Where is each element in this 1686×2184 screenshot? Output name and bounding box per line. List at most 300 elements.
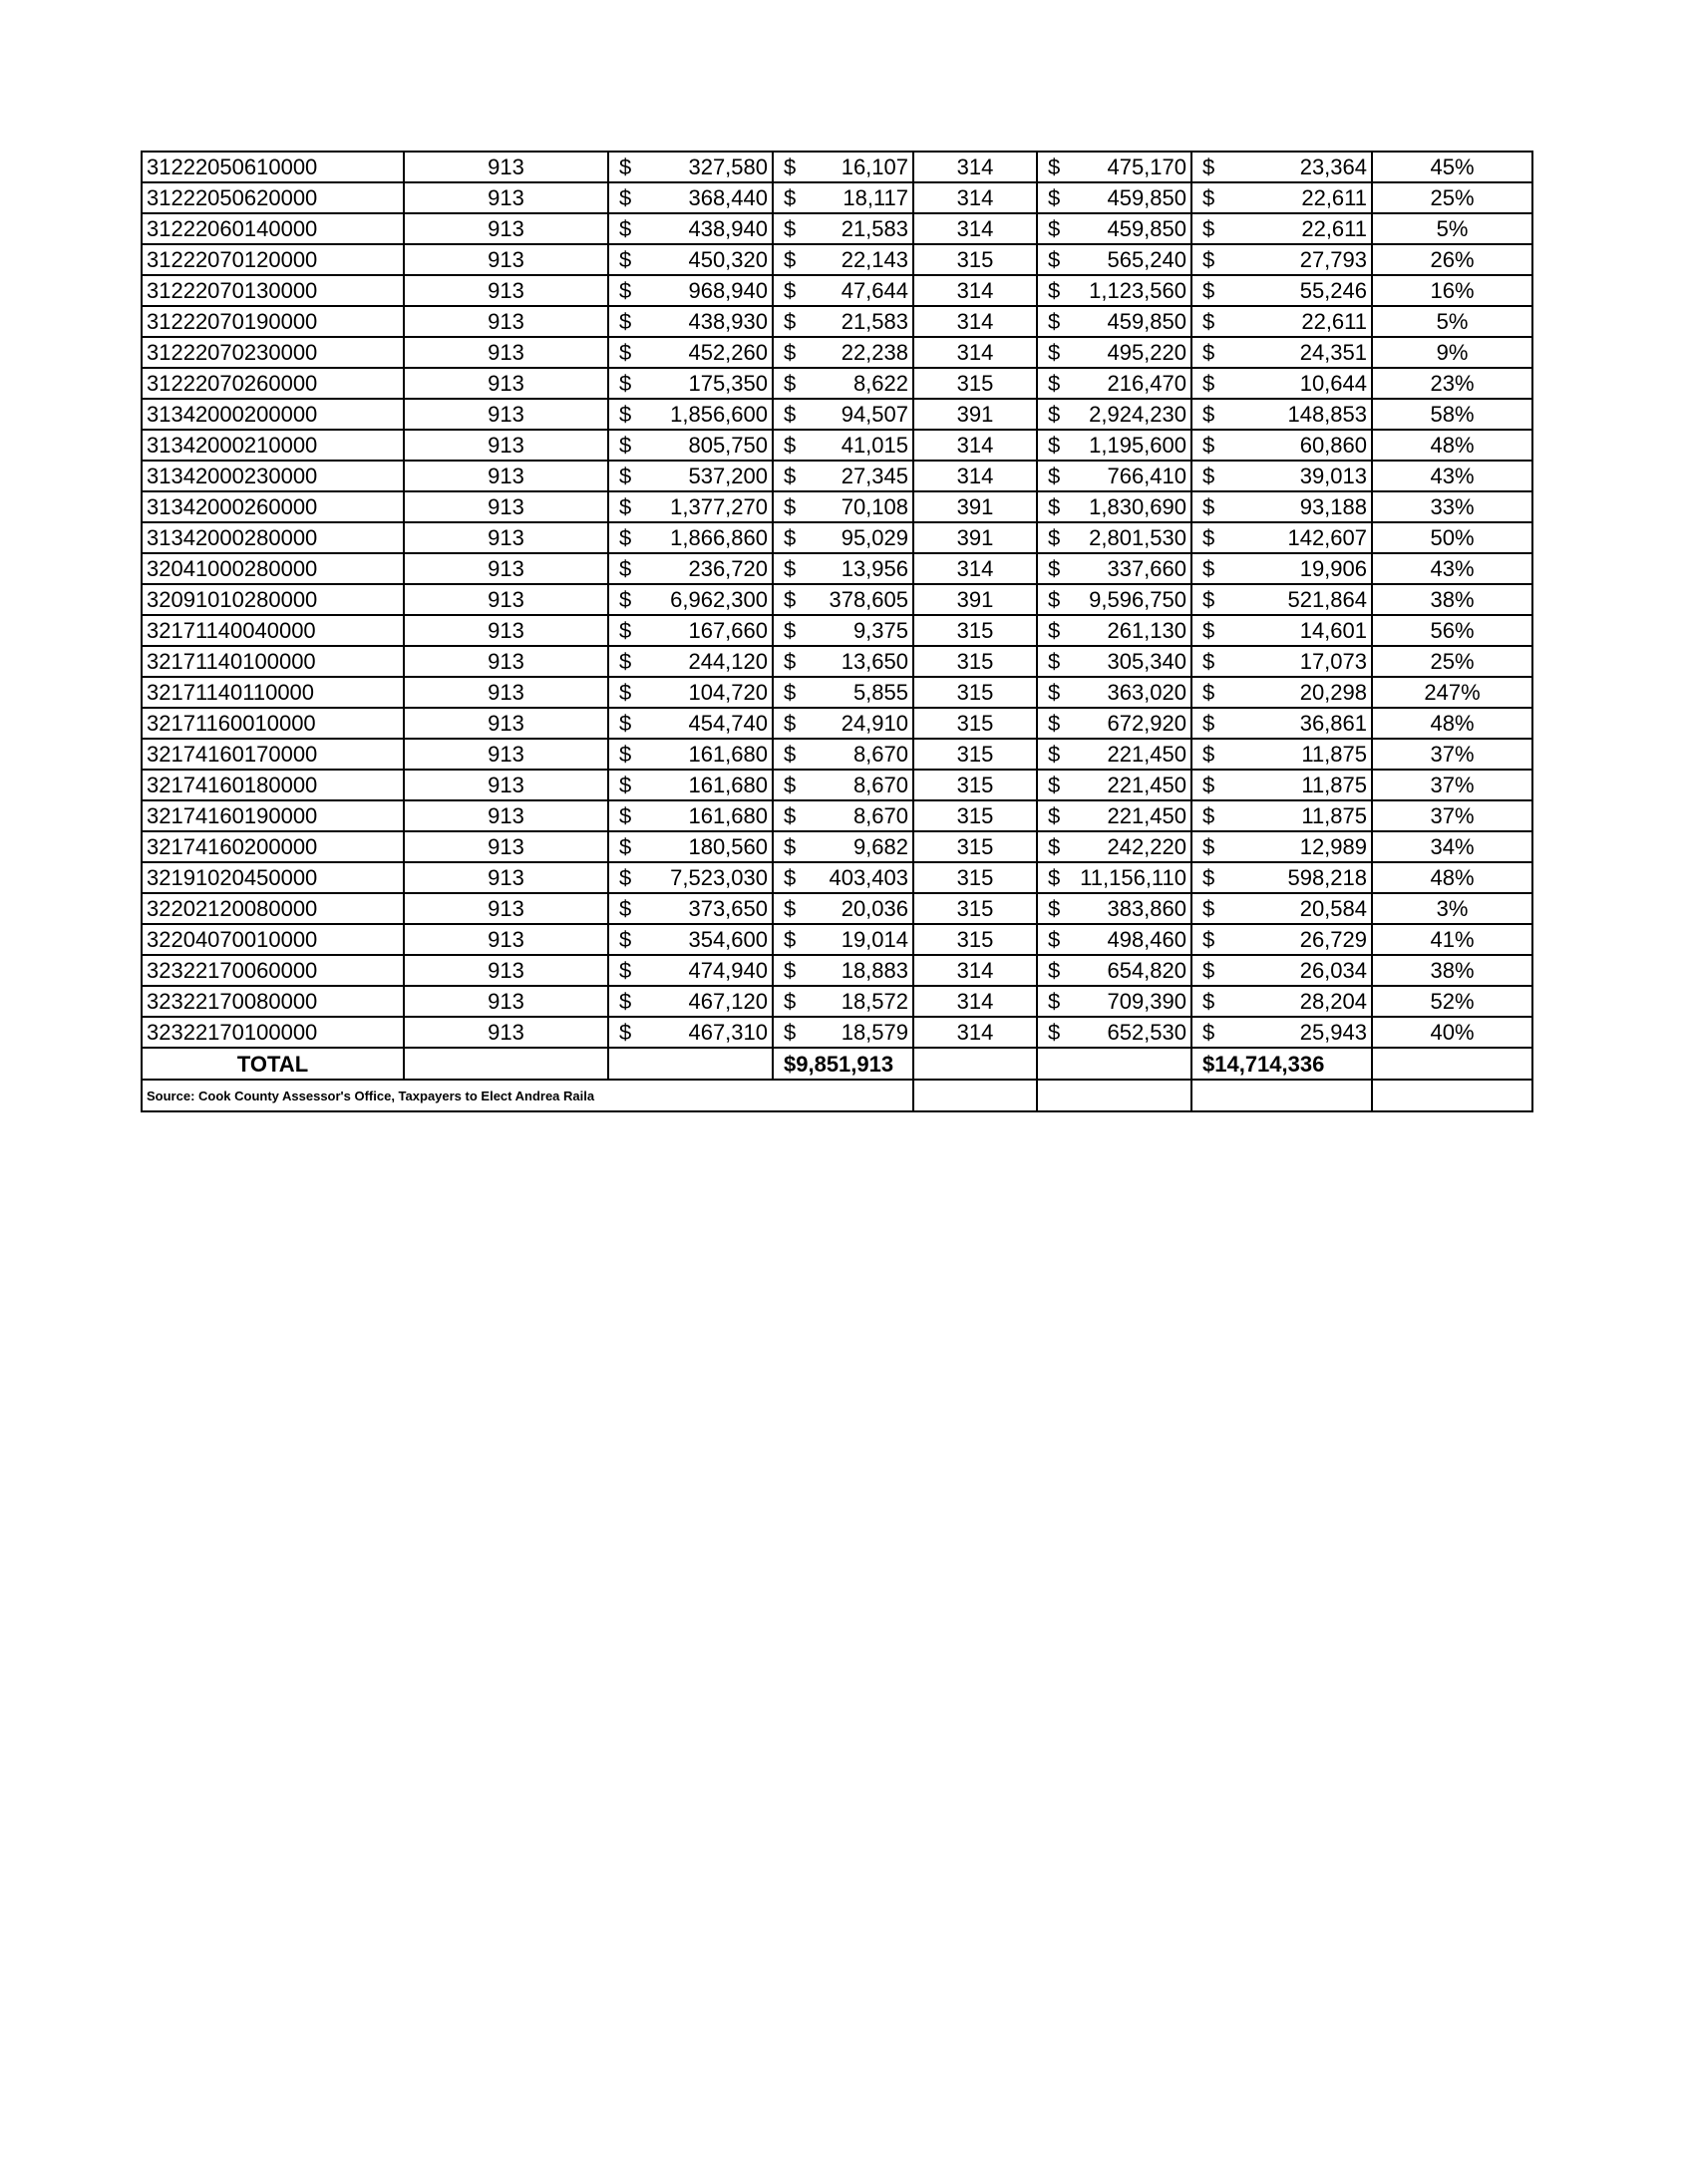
new-tax-cell-value: 17,073 — [1299, 649, 1367, 674]
dollar-sign: $ — [1048, 865, 1061, 890]
pin-cell: 31342000210000 — [142, 430, 404, 461]
new-assessed-value-cell-value: 216,470 — [1107, 371, 1186, 396]
pin-cell: 32174160170000 — [142, 739, 404, 770]
new-class-code-cell: 315 — [913, 646, 1037, 677]
new-tax-cell-value: 11,875 — [1301, 773, 1367, 797]
assessed-value-cell-value: 452,260 — [688, 340, 768, 365]
dollar-sign: $ — [784, 711, 797, 736]
assessed-value-cell — [608, 584, 773, 615]
table-row — [142, 800, 1532, 831]
new-assessed-value-cell-value: 221,450 — [1107, 773, 1186, 797]
new-class-code-cell: 391 — [913, 399, 1037, 430]
new-assessed-value-cell — [1037, 677, 1191, 708]
class-code-cell: 913 — [404, 461, 608, 491]
new-tax-cell — [1191, 213, 1372, 244]
new-tax-cell-value: 11,875 — [1301, 742, 1367, 767]
dollar-sign: $ — [1048, 278, 1061, 303]
assessed-value-cell — [608, 1017, 773, 1048]
new-assessed-value-cell-value: 652,530 — [1107, 1020, 1186, 1045]
dollar-sign: $ — [1202, 309, 1215, 334]
new-tax-cell — [1191, 708, 1372, 739]
assessed-value-cell-value: 537,200 — [688, 464, 768, 488]
tax-cell — [773, 646, 913, 677]
tax-cell-value: 16,107 — [841, 155, 908, 179]
assessed-value-cell-value: 161,680 — [688, 742, 768, 767]
percent-change-cell: 48% — [1372, 862, 1532, 893]
new-tax-cell — [1191, 553, 1372, 584]
dollar-sign: $ — [1202, 464, 1215, 488]
class-code-cell: 913 — [404, 1017, 608, 1048]
tax-cell — [773, 522, 913, 553]
class-code-cell: 913 — [404, 337, 608, 368]
empty-cell — [404, 1048, 608, 1080]
tax-cell — [773, 182, 913, 213]
new-assessed-value-cell-value: 305,340 — [1107, 649, 1186, 674]
assessed-value-cell — [608, 955, 773, 986]
dollar-sign: $ — [784, 185, 797, 210]
new-assessed-value-cell — [1037, 461, 1191, 491]
new-tax-cell — [1191, 677, 1372, 708]
new-tax-cell-value: 11,875 — [1301, 803, 1367, 828]
percent-change-cell: 48% — [1372, 708, 1532, 739]
assessed-value-cell-value: 236,720 — [688, 556, 768, 581]
new-tax-cell — [1191, 244, 1372, 275]
new-class-code-cell: 315 — [913, 677, 1037, 708]
table-row — [142, 244, 1532, 275]
dollar-sign: $ — [784, 773, 797, 797]
assessed-value-cell — [608, 862, 773, 893]
class-code-cell: 913 — [404, 368, 608, 399]
assessed-value-cell-value: 450,320 — [688, 247, 768, 272]
assessed-value-cell-value: 1,377,270 — [670, 494, 768, 519]
dollar-sign: $ — [1048, 155, 1061, 179]
assessed-value-cell — [608, 646, 773, 677]
tax-cell — [773, 955, 913, 986]
tax-cell-value: 41,015 — [841, 433, 908, 458]
assessed-value-cell — [608, 213, 773, 244]
class-code-cell: 913 — [404, 182, 608, 213]
tax-cell-value: 8,670 — [852, 742, 908, 767]
new-tax-cell-value: 22,611 — [1301, 216, 1367, 241]
dollar-sign: $ — [1048, 309, 1061, 334]
tax-cell — [773, 430, 913, 461]
new-tax-cell-value: 598,218 — [1287, 865, 1367, 890]
pin-cell: 32174160190000 — [142, 800, 404, 831]
tax-cell-value: 19,014 — [841, 927, 908, 952]
dollar-sign: $ — [619, 742, 632, 767]
class-code-cell: 913 — [404, 491, 608, 522]
new-assessed-value-cell-value: 1,830,690 — [1089, 494, 1186, 519]
assessed-value-cell — [608, 831, 773, 862]
tax-cell-value: 94,507 — [841, 402, 908, 427]
class-code-cell: 913 — [404, 213, 608, 244]
dollar-sign: $ — [784, 865, 797, 890]
percent-change-cell: 23% — [1372, 368, 1532, 399]
percent-change-cell: 38% — [1372, 955, 1532, 986]
dollar-sign: $ — [619, 402, 632, 427]
dollar-sign: $ — [619, 433, 632, 458]
new-tax-cell-value: 22,611 — [1301, 185, 1367, 210]
assessed-value-cell-value: 6,962,300 — [670, 587, 768, 612]
new-tax-cell — [1191, 337, 1372, 368]
dollar-sign: $ — [784, 247, 797, 272]
table-row — [142, 522, 1532, 553]
empty-cell — [1372, 1048, 1532, 1080]
tax-cell-value: 9,375 — [852, 618, 908, 643]
dollar-sign: $ — [784, 556, 797, 581]
assessed-value-cell-value: 1,856,600 — [670, 402, 768, 427]
dollar-sign: $ — [619, 155, 632, 179]
tax-cell — [773, 213, 913, 244]
assessed-value-cell-value: 7,523,030 — [670, 865, 768, 890]
new-assessed-value-cell-value: 672,920 — [1107, 711, 1186, 736]
percent-change-cell: 247% — [1372, 677, 1532, 708]
dollar-sign: $ — [784, 927, 797, 952]
new-assessed-value-cell-value: 383,860 — [1107, 896, 1186, 921]
new-assessed-value-cell-value: 9,596,750 — [1089, 587, 1186, 612]
new-assessed-value-cell — [1037, 831, 1191, 862]
class-code-cell: 913 — [404, 152, 608, 182]
new-assessed-value-cell — [1037, 615, 1191, 646]
class-code-cell: 913 — [404, 244, 608, 275]
table-row — [142, 924, 1532, 955]
assessed-value-cell — [608, 152, 773, 182]
new-class-code-cell: 314 — [913, 1017, 1037, 1048]
new-assessed-value-cell — [1037, 491, 1191, 522]
assessed-value-cell-value: 368,440 — [688, 185, 768, 210]
new-tax-cell-value: 22,611 — [1301, 309, 1367, 334]
dollar-sign: $ — [784, 278, 797, 303]
new-class-code-cell: 315 — [913, 800, 1037, 831]
assessed-value-cell — [608, 677, 773, 708]
assessed-value-cell — [608, 491, 773, 522]
dollar-sign: $ — [619, 247, 632, 272]
dollar-sign: $ — [784, 464, 797, 488]
new-tax-cell-value: 27,793 — [1299, 247, 1367, 272]
tax-cell-value: 70,108 — [841, 494, 908, 519]
new-tax-cell — [1191, 893, 1372, 924]
dollar-sign: $ — [1202, 185, 1215, 210]
tax-cell — [773, 584, 913, 615]
percent-change-cell: 48% — [1372, 430, 1532, 461]
class-code-cell: 913 — [404, 955, 608, 986]
dollar-sign: $ — [1202, 618, 1215, 643]
dollar-sign: $ — [619, 618, 632, 643]
dollar-sign: $ — [784, 958, 797, 983]
dollar-sign: $ — [1048, 711, 1061, 736]
dollar-sign: $ — [619, 711, 632, 736]
dollar-sign: $ — [1202, 680, 1215, 705]
assessed-value-cell-value: 467,310 — [688, 1020, 768, 1045]
pin-cell: 31222050610000 — [142, 152, 404, 182]
table-row — [142, 368, 1532, 399]
dollar-sign: $ — [619, 958, 632, 983]
assessed-value-cell — [608, 615, 773, 646]
percent-change-cell: 25% — [1372, 646, 1532, 677]
new-class-code-cell: 315 — [913, 244, 1037, 275]
new-class-code-cell: 314 — [913, 182, 1037, 213]
new-class-code-cell: 315 — [913, 924, 1037, 955]
class-code-cell: 913 — [404, 615, 608, 646]
dollar-sign: $ — [1048, 989, 1061, 1014]
tax-cell — [773, 368, 913, 399]
new-tax-cell-value: 521,864 — [1287, 587, 1367, 612]
table-row — [142, 708, 1532, 739]
new-tax-cell — [1191, 739, 1372, 770]
new-tax-cell — [1191, 584, 1372, 615]
assessed-value-cell — [608, 522, 773, 553]
percent-change-cell: 52% — [1372, 986, 1532, 1017]
new-tax-cell — [1191, 924, 1372, 955]
pin-cell: 31222070230000 — [142, 337, 404, 368]
tax-cell-value: 403,403 — [829, 865, 908, 890]
dollar-sign: $ — [784, 587, 797, 612]
assessed-value-cell-value: 161,680 — [688, 803, 768, 828]
new-tax-cell — [1191, 399, 1372, 430]
percent-change-cell: 40% — [1372, 1017, 1532, 1048]
dollar-sign: $ — [1048, 433, 1061, 458]
assessed-value-cell — [608, 275, 773, 306]
new-assessed-value-cell — [1037, 553, 1191, 584]
percent-change-cell: 43% — [1372, 553, 1532, 584]
dollar-sign: $ — [619, 680, 632, 705]
tax-cell — [773, 244, 913, 275]
assessed-value-cell-value: 474,940 — [688, 958, 768, 983]
dollar-sign: $ — [619, 185, 632, 210]
dollar-sign: $ — [784, 433, 797, 458]
tax-cell — [773, 739, 913, 770]
new-assessed-value-cell-value: 261,130 — [1107, 618, 1186, 643]
percent-change-cell: 56% — [1372, 615, 1532, 646]
new-assessed-value-cell — [1037, 708, 1191, 739]
tax-cell-value: 22,143 — [841, 247, 908, 272]
pin-cell: 32041000280000 — [142, 553, 404, 584]
new-tax-cell-value: 25,943 — [1299, 1020, 1367, 1045]
assessed-value-cell — [608, 553, 773, 584]
new-assessed-value-cell-value: 363,020 — [1107, 680, 1186, 705]
class-code-cell: 913 — [404, 986, 608, 1017]
assessed-value-cell — [608, 337, 773, 368]
new-assessed-value-cell-value: 11,156,110 — [1080, 865, 1186, 890]
new-assessed-value-cell — [1037, 182, 1191, 213]
percent-change-cell: 3% — [1372, 893, 1532, 924]
dollar-sign: $ — [1202, 402, 1215, 427]
percent-change-cell: 5% — [1372, 213, 1532, 244]
new-assessed-value-cell — [1037, 986, 1191, 1017]
pin-cell: 31222060140000 — [142, 213, 404, 244]
dollar-sign: $ — [619, 896, 632, 921]
property-tax-table — [141, 151, 1533, 1112]
percent-change-cell: 25% — [1372, 182, 1532, 213]
dollar-sign: $ — [784, 155, 797, 179]
dollar-sign: $ — [1048, 402, 1061, 427]
tax-cell-value: 20,036 — [841, 896, 908, 921]
assessed-value-cell — [608, 399, 773, 430]
assessed-value-cell — [608, 770, 773, 800]
new-assessed-value-cell — [1037, 337, 1191, 368]
new-class-code-cell: 314 — [913, 430, 1037, 461]
dollar-sign: $ — [784, 340, 797, 365]
empty-cell — [608, 1048, 773, 1080]
new-class-code-cell: 314 — [913, 986, 1037, 1017]
new-class-code-cell: 314 — [913, 955, 1037, 986]
dollar-sign: $ — [619, 340, 632, 365]
dollar-sign: $ — [619, 556, 632, 581]
pin-cell: 32171140100000 — [142, 646, 404, 677]
table-row — [142, 986, 1532, 1017]
assessed-value-cell — [608, 986, 773, 1017]
dollar-sign: $ — [619, 525, 632, 550]
dollar-sign: $ — [1202, 927, 1215, 952]
dollar-sign: $ — [1202, 989, 1215, 1014]
new-class-code-cell: 314 — [913, 213, 1037, 244]
pin-cell: 31342000230000 — [142, 461, 404, 491]
class-code-cell: 913 — [404, 399, 608, 430]
pin-cell: 31342000280000 — [142, 522, 404, 553]
new-class-code-cell: 315 — [913, 368, 1037, 399]
new-assessed-value-cell-value: 709,390 — [1107, 989, 1186, 1014]
dollar-sign: $ — [1202, 742, 1215, 767]
dollar-sign: $ — [784, 742, 797, 767]
pin-cell: 32204070010000 — [142, 924, 404, 955]
dollar-sign: $ — [1202, 371, 1215, 396]
class-code-cell: 913 — [404, 430, 608, 461]
percent-change-cell: 37% — [1372, 800, 1532, 831]
new-class-code-cell: 315 — [913, 831, 1037, 862]
dollar-sign: $ — [1202, 958, 1215, 983]
pin-cell: 31222070130000 — [142, 275, 404, 306]
new-assessed-value-cell — [1037, 399, 1191, 430]
new-class-code-cell: 315 — [913, 862, 1037, 893]
new-assessed-value-cell — [1037, 152, 1191, 182]
new-assessed-value-cell-value: 2,801,530 — [1089, 525, 1186, 550]
new-tax-cell — [1191, 1017, 1372, 1048]
percent-change-cell: 41% — [1372, 924, 1532, 955]
new-assessed-value-cell — [1037, 368, 1191, 399]
new-assessed-value-cell — [1037, 646, 1191, 677]
new-class-code-cell: 315 — [913, 708, 1037, 739]
tax-cell-value: 27,345 — [841, 464, 908, 488]
table-row — [142, 213, 1532, 244]
tax-cell — [773, 461, 913, 491]
new-tax-cell-value: 14,601 — [1299, 618, 1367, 643]
assessed-value-cell — [608, 924, 773, 955]
new-assessed-value-cell — [1037, 739, 1191, 770]
dollar-sign: $ — [1048, 216, 1061, 241]
assessed-value-cell — [608, 800, 773, 831]
percent-change-cell: 58% — [1372, 399, 1532, 430]
pin-cell: 32322170060000 — [142, 955, 404, 986]
assessed-value-cell-value: 438,940 — [688, 216, 768, 241]
dollar-sign: $ — [784, 896, 797, 921]
table-row — [142, 182, 1532, 213]
new-tax-cell-value: 55,246 — [1299, 278, 1367, 303]
dollar-sign: $ — [619, 587, 632, 612]
dollar-sign: $ — [784, 989, 797, 1014]
dollar-sign: $ — [1202, 711, 1215, 736]
pin-cell: 32171160010000 — [142, 708, 404, 739]
assessed-value-cell-value: 1,866,860 — [670, 525, 768, 550]
dollar-sign: $ — [784, 803, 797, 828]
dollar-sign: $ — [1048, 556, 1061, 581]
table-row — [142, 461, 1532, 491]
new-tax-cell-value: 26,034 — [1299, 958, 1367, 983]
new-tax-cell — [1191, 862, 1372, 893]
pin-cell: 32322170080000 — [142, 986, 404, 1017]
pin-cell: 32174160180000 — [142, 770, 404, 800]
new-class-code-cell: 314 — [913, 553, 1037, 584]
percent-change-cell: 9% — [1372, 337, 1532, 368]
new-class-code-cell: 314 — [913, 152, 1037, 182]
tax-cell-value: 13,956 — [841, 556, 908, 581]
table-body — [142, 152, 1532, 1111]
new-class-code-cell: 391 — [913, 584, 1037, 615]
new-tax-cell — [1191, 770, 1372, 800]
percent-change-cell: 38% — [1372, 584, 1532, 615]
dollar-sign: $ — [784, 834, 797, 859]
tax-cell-value: 18,572 — [841, 989, 908, 1014]
percent-change-cell: 33% — [1372, 491, 1532, 522]
tax-cell-value: 13,650 — [841, 649, 908, 674]
dollar-sign: $ — [619, 278, 632, 303]
table-row — [142, 862, 1532, 893]
dollar-sign: $ — [1202, 216, 1215, 241]
new-assessed-value-cell-value: 242,220 — [1107, 834, 1186, 859]
tax-cell — [773, 924, 913, 955]
tax-cell — [773, 491, 913, 522]
new-assessed-value-cell-value: 1,195,600 — [1089, 433, 1186, 458]
table-row — [142, 770, 1532, 800]
tax-cell — [773, 862, 913, 893]
class-code-cell: 913 — [404, 522, 608, 553]
tax-cell — [773, 306, 913, 337]
new-class-code-cell: 314 — [913, 275, 1037, 306]
class-code-cell: 913 — [404, 739, 608, 770]
new-tax-cell — [1191, 646, 1372, 677]
assessed-value-cell-value: 175,350 — [688, 371, 768, 396]
table-row — [142, 893, 1532, 924]
dollar-sign: $ — [1048, 185, 1061, 210]
total-row — [142, 1048, 1532, 1080]
class-code-cell: 913 — [404, 862, 608, 893]
new-class-code-cell: 315 — [913, 893, 1037, 924]
percent-change-cell: 43% — [1372, 461, 1532, 491]
new-assessed-value-cell — [1037, 1017, 1191, 1048]
dollar-sign: $ — [1202, 278, 1215, 303]
tax-cell-value: 18,883 — [841, 958, 908, 983]
tax-cell — [773, 677, 913, 708]
table-row — [142, 399, 1532, 430]
pin-cell: 32091010280000 — [142, 584, 404, 615]
table-row — [142, 491, 1532, 522]
dollar-sign: $ — [1202, 803, 1215, 828]
new-tax-cell-value: 39,013 — [1299, 464, 1367, 488]
pin-cell: 32191020450000 — [142, 862, 404, 893]
empty-cell — [1191, 1080, 1372, 1111]
dollar-sign: $ — [1202, 494, 1215, 519]
assessed-value-cell-value: 467,120 — [688, 989, 768, 1014]
dollar-sign: $ — [619, 464, 632, 488]
new-tax-cell — [1191, 831, 1372, 862]
pin-cell: 32322170100000 — [142, 1017, 404, 1048]
dollar-sign: $ — [1202, 433, 1215, 458]
assessed-value-cell — [608, 708, 773, 739]
new-assessed-value-cell-value: 1,123,560 — [1089, 278, 1186, 303]
assessed-value-cell-value: 438,930 — [688, 309, 768, 334]
new-assessed-value-cell — [1037, 275, 1191, 306]
tax-cell-value: 18,579 — [841, 1020, 908, 1045]
new-tax-cell — [1191, 615, 1372, 646]
